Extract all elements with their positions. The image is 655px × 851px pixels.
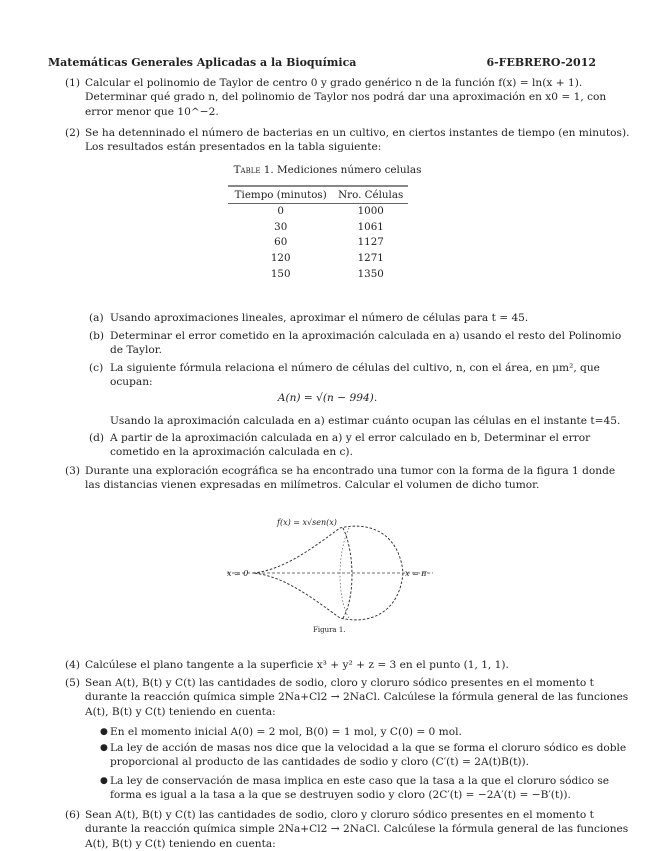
- problem-line: Sean A(t), B(t) y C(t) las cantidades de sodio, cloro y cloruro sódico presentes en el momento t: [85, 809, 594, 821]
- table-caption: [0, 163, 655, 177]
- table-caption-label: Table 1.: [233, 164, 274, 176]
- table-cell: 150: [270, 267, 291, 280]
- table-row: [228, 219, 408, 235]
- problem-number: (1): [65, 77, 81, 89]
- subproblem-label: (c): [89, 362, 104, 374]
- problem-line: ocupan:: [110, 376, 153, 389]
- bullet-icon: ●: [100, 776, 108, 786]
- bullet-icon: ●: [100, 743, 108, 753]
- course-title: Matemáticas Generales Aplicadas a la Bioquímica: [48, 56, 357, 69]
- problem-5-bullet-2: [100, 741, 627, 770]
- problem-1: [65, 76, 607, 119]
- problem-line: Durante una exploración ecográfica se ha encontrado una tumor con la forma de la figura 1 donde: [85, 465, 616, 477]
- problem-number: (6): [65, 809, 81, 821]
- problem-line: A partir de la aproximación calculada en a) y el error calculado en b, Determinar el error: [110, 432, 591, 444]
- problem-line: Se ha detenninado el número de bacterias en un cultivo, en ciertos instantes de tiempo (en minutos).: [85, 127, 630, 139]
- table-cell: 1000: [357, 205, 384, 218]
- cell-count-table: [228, 185, 408, 282]
- table-row: [228, 203, 408, 219]
- problem-4: [65, 658, 597, 672]
- table-row: [228, 266, 408, 282]
- problem-5-bullet-1: [100, 725, 597, 739]
- problem-line: error menor que 10^−2.: [85, 105, 219, 118]
- problem-line: Determinar el error cometido en la aproximación calculada en a) usando el resto del Polinomio: [110, 330, 622, 342]
- problem-2c: [89, 361, 600, 390]
- problem-line: durante la reacción química simple 2Na+Cl2 → 2NaCl. Calcúlese la fórmula general de las funciones: [85, 823, 629, 836]
- subproblem-label: (a): [89, 312, 104, 324]
- table-header-time: Tiempo (minutos): [234, 188, 327, 201]
- problem-3: [65, 464, 616, 493]
- table-cell: 120: [270, 252, 291, 265]
- problem-number: (3): [65, 465, 81, 477]
- problem-line: durante la reacción química simple 2Na+Cl2 → 2NaCl. Calcúlese la fórmula general de las funciones: [85, 691, 629, 704]
- figure-caption: Figura 1.: [313, 626, 346, 634]
- problem-line: cometido en la aproximación calculada en c).: [110, 446, 353, 459]
- table-row: [228, 250, 408, 266]
- problem-5: [65, 676, 629, 719]
- left-limit-label: x = 0: [227, 569, 249, 578]
- figure-1-tumor-solid: [225, 508, 435, 636]
- problem-number: (5): [65, 677, 81, 689]
- problem-line: Calcular el polinomio de Taylor de centro 0 y grado genérico n de la función f(x) = ln(x + 1).: [85, 77, 583, 89]
- problem-2d: [89, 431, 597, 460]
- problem-line: proporcional al producto de las cantidades de sodio y cloro (C′(t) = 2A(t)B(t)).: [110, 756, 529, 769]
- table-cell: 0: [277, 205, 284, 218]
- table-cell: 1127: [357, 236, 384, 249]
- table-header-cells: Nro. Células: [338, 188, 404, 201]
- problem-line: En el momento inicial A(0) = 2 mol, B(0) = 1 mol, y C(0) = 0 mol.: [110, 726, 462, 738]
- subproblem-label: (b): [89, 330, 105, 342]
- bullet-icon: ●: [100, 727, 108, 737]
- problem-2b: [89, 329, 622, 358]
- problem-line: Los resultados están presentados en la tabla siguiente:: [85, 141, 382, 154]
- problem-2: [65, 126, 630, 155]
- problem-line: La ley de conservación de masa implica en este caso que la tasa a la que el cloruro sódico se: [110, 775, 610, 787]
- problem-line: Usando la aproximación calculada en a) estimar cuánto ocupan las células en el instante t=45.: [110, 415, 621, 427]
- right-limit-label: x = π: [405, 569, 427, 578]
- problem-line: A(t), B(t) y C(t) teniendo en cuenta:: [85, 705, 276, 718]
- problem-2a: [89, 311, 597, 325]
- problem-line: A(t), B(t) y C(t) teniendo en cuenta:: [85, 837, 276, 850]
- table-cell: 1061: [357, 220, 384, 233]
- problem-number: (4): [65, 659, 81, 671]
- table-row: [228, 235, 408, 251]
- problem-line: de Taylor.: [110, 344, 162, 357]
- table-caption-text: Mediciones número celulas: [277, 164, 422, 176]
- problem-line: La ley de acción de masas nos dice que la velocidad a la que se forma el cloruro sódico es doble: [110, 742, 627, 754]
- problem-line: La siguiente fórmula relaciona el número de células del cultivo, n, con el área, en μm², que: [110, 362, 600, 374]
- curve-label: f(x) = x√sen(x): [277, 518, 337, 527]
- exam-date: 6-FEBRERO-2012: [486, 56, 596, 69]
- problem-line: Determinar qué grado n, del polinomio de Taylor nos podrá dar una aproximación en x0 = 1, con: [85, 91, 607, 104]
- problem-6: [65, 808, 629, 851]
- problem-line: forma es igual a la tasa a la que se destruyen sodio y cloro (2C′(t) = −2A′(t) = −B′(t)).: [110, 789, 571, 802]
- area-formula: A(n) = √(n − 994).: [277, 392, 378, 404]
- problem-line: las distancias vienen expresadas en milímetros. Calcular el volumen de dicho tumor.: [85, 479, 540, 492]
- table-cell: 1271: [357, 252, 384, 265]
- table-cell: 30: [274, 220, 288, 233]
- problem-line: Sean A(t), B(t) y C(t) las cantidades de sodio, cloro y cloruro sódico presentes en el momento t: [85, 677, 594, 689]
- table-cell: 1350: [357, 267, 384, 280]
- problem-line: Usando aproximaciones lineales, aproximar el número de células para t = 45.: [110, 312, 529, 324]
- problem-number: (2): [65, 127, 81, 139]
- problem-5-bullet-3: [100, 774, 610, 803]
- table-header-row: [228, 186, 408, 203]
- problem-2c-continuation: [110, 414, 621, 428]
- exam-header: [48, 56, 596, 70]
- table-cell: 60: [274, 236, 288, 249]
- problem-line: Calcúlese el plano tangente a la superficie x³ + y² + z = 3 en el punto (1, 1, 1).: [85, 659, 509, 671]
- subproblem-label: (d): [89, 432, 105, 444]
